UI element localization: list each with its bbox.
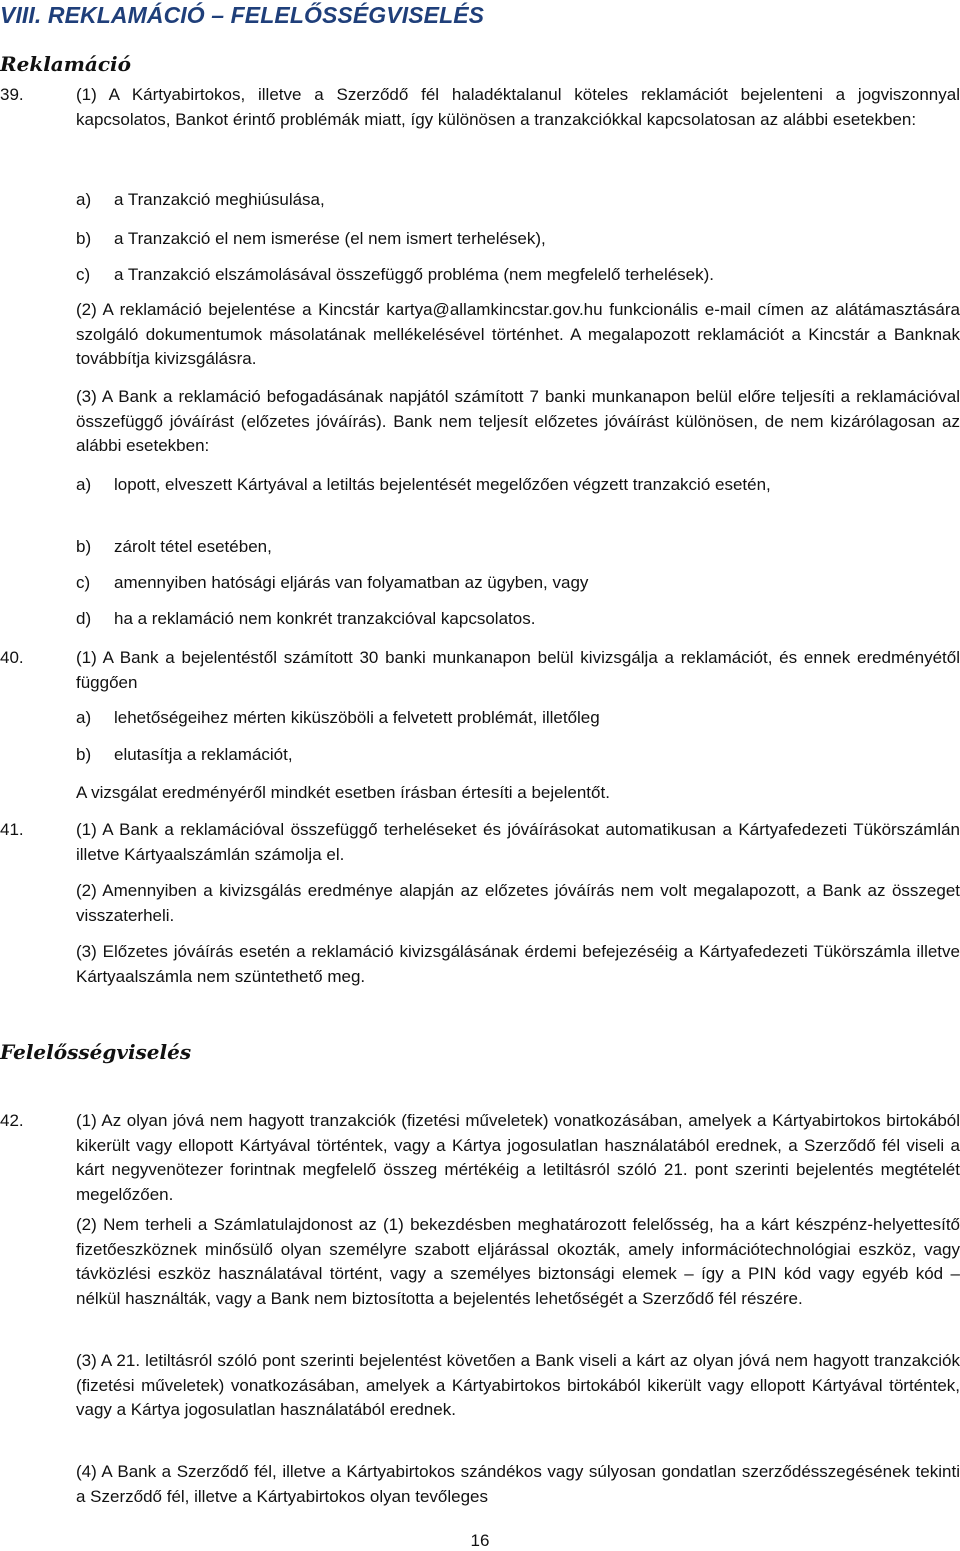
list-item-text: ha a reklamáció nem konkrét tranzakcióval kapcsolatos.	[114, 609, 536, 628]
list-item-label: d)	[76, 609, 92, 628]
list-item-label: a)	[76, 708, 92, 727]
list-item-text: a Tranzakció elszámolásával összefüggő probléma (nem megfelelő terhelések).	[114, 265, 715, 284]
paragraph-39-2: (2) A reklamáció bejelentése a Kincstár kartya@allamkincstar.gov.hu funkcionális e-mail címen az alátámasztására szolgáló dokumentumok másolatának mellékelésével történhet. A megalapozott reklamációt a Kincstár a Banknak továbbítja kivizsgálásra.	[76, 300, 960, 368]
paragraph-42-2: (2) Nem terheli a Számlatulajdonost az (1) bekezdésben meghatározott felelősség, ha a kárt készpénz-helyettesítő fizetőeszköznek minősülő olyan személyre szabott eljárással okozták, amely információtechnológiai eszköz, vagy távközlési eszköz használatával történt, vagy a személyes biztonsági elemek – így a PIN kód vagy egyéb kód – nélkül használták, vagy a Bank nem biztosította a bejelentés lehetőségét a Szerződő fél részére.	[76, 1215, 960, 1308]
list-item-text: amennyiben hatósági eljárás van folyamatban az ügyben, vagy	[114, 573, 589, 592]
paragraph-41-2: (2) Amennyiben a kivizsgálás eredménye alapján az előzetes jóváírás nem volt megalapozott, a Bank az összeget visszaterheli.	[76, 881, 960, 925]
paragraph-40-1: (1) A Bank a bejelentéstől számított 30 banki munkanapon belül kivizsgálja a reklamációt, és ennek eredményétől függően	[76, 648, 960, 692]
list-item-label: c)	[76, 573, 91, 592]
list-item-label: b)	[76, 537, 92, 556]
list-item-text: a Tranzakció meghiúsulása,	[114, 190, 325, 209]
paragraph-number: 41.	[0, 820, 24, 839]
paragraph-42-3: (3) A 21. letiltásról szóló pont szerinti bejelentést követően a Bank viseli a kárt az olyan jóvá nem hagyott tranzakciók (fizetési műveletek) vonatkozásában, amelyek a Kártyabirtokos birtokából kikerült vagy ellopott Kártyával történtek, vagy a Kártya jogosulatlan használatából erednek.	[76, 1351, 960, 1419]
list-item-text: a Tranzakció el nem ismerése (el nem ismert terhelések),	[114, 229, 546, 248]
section-title-reklamacio: Reklamáció	[0, 52, 131, 76]
chapter-title: VIII. REKLAMÁCIÓ – FELELŐSSÉGVISELÉS	[0, 2, 485, 28]
list-item-text: lehetőségeihez mérten kiküszöböli a felvetett problémát, illetőleg	[114, 708, 600, 727]
paragraph-42-4: (4) A Bank a Szerződő fél, illetve a Kártyabirtokos szándékos vagy súlyosan gondatlan szerződésszegésének tekinti a Szerződő fél, illetve a Kártyabirtokos olyan tevőleges	[76, 1462, 960, 1506]
list-item-text: lopott, elveszett Kártyával a letiltás bejelentését megelőzően végzett tranzakció esetén,	[114, 475, 771, 494]
list-item-label: a)	[76, 190, 92, 209]
paragraph-number: 40.	[0, 648, 24, 667]
list-item-label: c)	[76, 265, 91, 284]
list-item-label: a)	[76, 475, 92, 494]
paragraph-39-1: (1) A Kártyabirtokos, illetve a Szerződő fél haladéktalanul köteles reklamációt bejelenteni a jogviszonnyal kapcsolatos, Bankot érintő problémák miatt, így különösen a tranzakciókkal kapcsolatosan az alábbi esetekben:	[76, 85, 960, 129]
paragraph-number: 42.	[0, 1111, 24, 1130]
section-title-felelossegviseles: Felelősségviselés	[0, 1040, 192, 1064]
paragraph-39-3: (3) A Bank a reklamáció befogadásának napjától számított 7 banki munkanapon belül előre teljesíti a reklamációval összefüggő jóváírást (előzetes jóváírás). Bank nem teljesít előzetes jóváírást különösen, de nem kizárólagosan az alábbi esetekben:	[76, 387, 960, 455]
page-number: 16	[470, 1531, 490, 1550]
paragraph-41-1: (1) A Bank a reklamációval összefüggő terheléseket és jóváírásokat automatikusan a Kártyafedezeti Tükörszámlán illetve Kártyaalszámlán számolja el.	[76, 820, 960, 864]
list-item-text: zárolt tétel esetében,	[114, 537, 272, 556]
paragraph-42-1: (1) Az olyan jóvá nem hagyott tranzakciók (fizetési műveletek) vonatkozásában, amelyek a Kártyabirtokos birtokából kikerült vagy ellopott Kártyával történtek, vagy a Kártya jogosulatlan használatából erednek, a Szerződő fél viseli a kárt negyvenötezer forintnak megfelelő összeg mértékéig a letiltásról szóló 21. pont szerinti bejelentés megtételét megelőzően.	[76, 1111, 960, 1204]
list-item-text: elutasítja a reklamációt,	[114, 745, 293, 764]
list-item-label: b)	[76, 229, 92, 248]
paragraph-41-3: (3) Előzetes jóváírás esetén a reklamáció kivizsgálásának érdemi befejezéséig a Kártyafedezeti Tükörszámla illetve Kártyaalszámla nem szüntethető meg.	[76, 942, 960, 986]
paragraph-number: 39.	[0, 85, 24, 104]
paragraph-40-closing: A vizsgálat eredményéről mindkét esetben írásban értesíti a bejelentőt.	[76, 783, 610, 802]
list-item-label: b)	[76, 745, 92, 764]
